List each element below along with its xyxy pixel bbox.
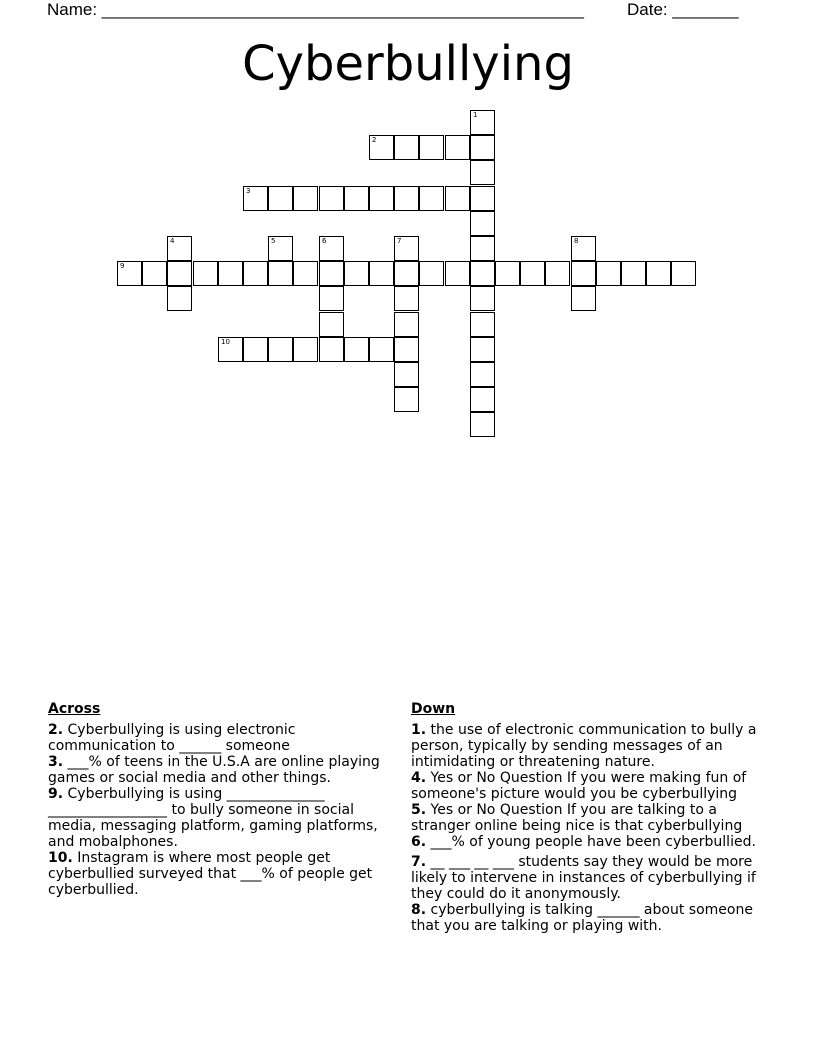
grid-cell[interactable] [193,261,218,286]
across-clues [48,700,400,898]
date-field: Date: _______ [627,0,739,19]
grid-cell[interactable] [117,261,142,286]
grid-cell[interactable] [671,261,696,286]
grid-cell[interactable] [445,135,470,160]
down-clue-8 [411,902,771,934]
clue-number: 2. [48,722,64,738]
grid-cell[interactable] [369,135,394,160]
grid-cell[interactable] [419,135,444,160]
grid-cell[interactable] [394,362,419,387]
grid-cell[interactable] [394,261,419,286]
grid-cell[interactable] [571,236,596,261]
clue-number-label: 10 [221,338,230,346]
clue-number: 4. [411,770,427,786]
grid-cell[interactable] [621,261,646,286]
clue-number-label: 6 [322,237,327,245]
grid-cell[interactable] [319,186,344,211]
clue-text: __ ___ __ ___ students say they would be more likely to intervene in instances of cyberbullying if they could do it anonymously. [411,854,756,902]
grid-cell[interactable] [319,261,344,286]
clue-number: 10. [48,850,73,866]
grid-cell[interactable] [419,186,444,211]
across-heading: Across [48,701,101,717]
grid-cell[interactable] [571,261,596,286]
grid-cell[interactable] [470,211,495,236]
clue-number-label: 1 [473,111,478,119]
grid-cell[interactable] [268,337,293,362]
grid-cell[interactable] [243,186,268,211]
clue-text: Yes or No Question If you were making fun of someone's picture would you be cyberbullying [411,770,747,802]
grid-cell[interactable] [470,186,495,211]
grid-cell[interactable] [319,337,344,362]
clue-text: Instagram is where most people get cyberbullied surveyed that ___% of people get cyberbullied. [48,850,373,898]
down-clue-5 [411,802,771,834]
across-clue-3 [48,754,400,786]
grid-cell[interactable] [293,337,318,362]
grid-cell[interactable] [167,286,192,311]
clue-text: Cyberbullying is using ______________ _________________ to bully someone in social media, messaging platform, gaming platforms, and mobalphones. [48,786,378,850]
clue-number-label: 8 [574,237,579,245]
grid-cell[interactable] [394,387,419,412]
name-field: Name: ___________________________________________________ [47,0,584,19]
clue-text: cyberbullying is talking ______ about someone that you are talking or playing with. [411,902,753,934]
down-clues [411,700,771,934]
grid-cell[interactable] [142,261,167,286]
grid-cell[interactable] [445,186,470,211]
grid-cell[interactable] [319,312,344,337]
grid-cell[interactable] [470,286,495,311]
down-heading: Down [411,701,456,717]
clue-number: 1. [411,722,427,738]
across-clue-10 [48,850,400,898]
grid-cell[interactable] [394,312,419,337]
clue-number: 7. [411,854,427,870]
page-title: Cyberbullying [242,36,574,92]
grid-cell[interactable] [218,261,243,286]
crossword-grid [0,0,816,460]
clue-number-label: 7 [397,237,402,245]
grid-cell[interactable] [470,337,495,362]
down-clue-1 [411,722,771,770]
grid-cell[interactable] [293,261,318,286]
grid-cell[interactable] [470,160,495,185]
grid-cell[interactable] [470,261,495,286]
down-clue-6 [411,834,771,850]
grid-cell[interactable] [268,236,293,261]
grid-cell[interactable] [243,337,268,362]
grid-cell[interactable] [394,236,419,261]
clue-text: ___% of teens in the U.S.A are online playing games or social media and other things. [48,754,380,786]
down-clue-7 [411,854,771,902]
grid-cell[interactable] [344,337,369,362]
clue-text: Yes or No Question If you are talking to a stranger online being nice is that cyberbullying [411,802,743,834]
clue-number-label: 9 [120,262,125,270]
across-clue-2 [48,722,400,754]
grid-cell[interactable] [394,186,419,211]
grid-cell[interactable] [596,261,621,286]
grid-cell[interactable] [369,186,394,211]
grid-cell[interactable] [419,261,444,286]
down-clue-4 [411,770,771,802]
clue-number: 8. [411,902,427,918]
grid-cell[interactable] [218,337,243,362]
grid-cell[interactable] [167,261,192,286]
clue-number: 9. [48,786,64,802]
grid-cell[interactable] [470,135,495,160]
clue-text: ___% of young people have been cyberbullied. [430,834,756,850]
grid-cell[interactable] [520,261,545,286]
grid-cell[interactable] [646,261,671,286]
clue-number-label: 4 [170,237,175,245]
grid-cell[interactable] [243,261,268,286]
grid-cell[interactable] [293,186,318,211]
grid-cell[interactable] [470,387,495,412]
grid-cell[interactable] [319,286,344,311]
grid-cell[interactable] [369,261,394,286]
grid-cell[interactable] [319,236,344,261]
grid-cell[interactable] [167,236,192,261]
clue-number: 6. [411,834,427,850]
clue-number-label: 5 [271,237,276,245]
grid-cell[interactable] [470,312,495,337]
grid-cell[interactable] [571,286,596,311]
clue-text: the use of electronic communication to bully a person, typically by sending messages of an intimidating or threatening nature. [411,722,757,770]
grid-cell[interactable] [545,261,570,286]
grid-cell[interactable] [394,135,419,160]
across-clue-9 [48,786,400,850]
grid-cell[interactable] [470,110,495,135]
grid-cell[interactable] [268,261,293,286]
grid-cell[interactable] [268,186,293,211]
clue-number-label: 2 [372,136,377,144]
clue-text: Cyberbullying is using electronic communication to ______ someone [48,722,296,754]
grid-cell[interactable] [394,337,419,362]
clue-number: 5. [411,802,427,818]
grid-cell[interactable] [344,261,369,286]
grid-cell[interactable] [470,412,495,437]
grid-cell[interactable] [344,186,369,211]
grid-cell[interactable] [470,362,495,387]
grid-cell[interactable] [394,286,419,311]
clue-number-label: 3 [246,187,251,195]
clue-number: 3. [48,754,64,770]
grid-cell[interactable] [369,337,394,362]
grid-cell[interactable] [470,236,495,261]
grid-cell[interactable] [445,261,470,286]
grid-cell[interactable] [495,261,520,286]
